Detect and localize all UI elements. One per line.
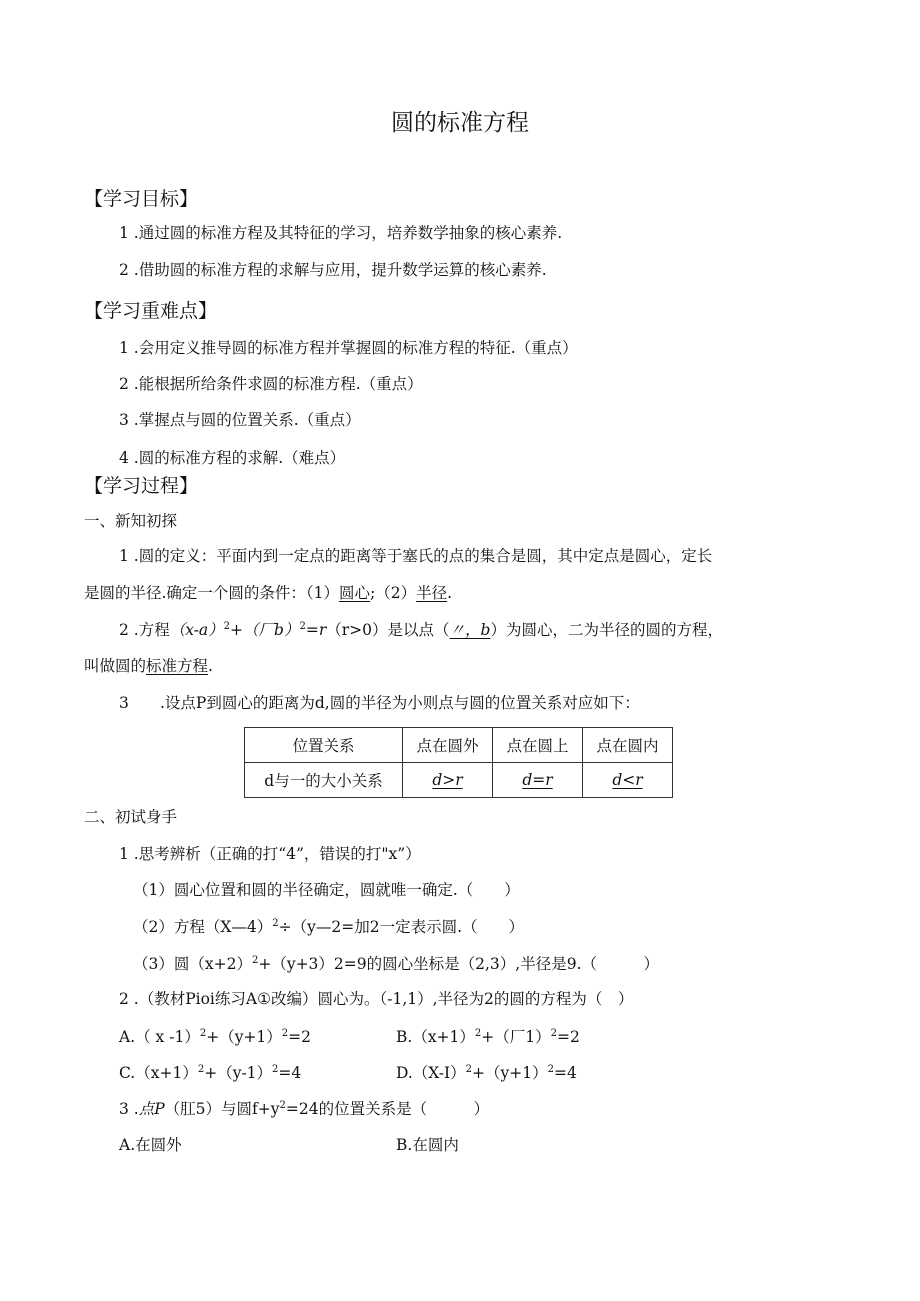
section-heading-key-points: 【学习重难点】 xyxy=(84,300,218,322)
objective-item: 2 .借助圆的标准方程的求解与应用，提升数学运算的核心素养. xyxy=(119,261,547,279)
page-title: 圆的标准方程 xyxy=(391,110,529,136)
subsection-heading-new-knowledge: 一、新知初探 xyxy=(84,512,178,530)
choice-option-d: $D.(X-I)^2+(y+1)^2=4$ xyxy=(396,1064,577,1082)
table-cell: 点在圆外 xyxy=(403,728,493,763)
choice-option-a: A.（ x $-1)^2+(y+1)^2=2$ xyxy=(119,1028,312,1046)
judgement-item: （2）方程（X—4）$^2$÷（y—2=加2一定表示圆.（ ） xyxy=(133,918,525,936)
item-number: 3 xyxy=(119,694,129,712)
key-point-item: 4 .圆的标准方程的求解.（难点） xyxy=(119,449,346,467)
position-relation-intro: .设点P到圆心的距离为d,圆的半径为小则点与圆的位置关系对应如下： xyxy=(160,694,640,712)
key-point-item: 2 .能根据所给条件求圆的标准方程.（重点） xyxy=(119,375,423,393)
blank-answer: 半径 xyxy=(416,584,448,602)
table-row xyxy=(245,763,673,798)
judgement-item: （3）圆$(x+2)^2+(y+3)2=9$的圆心坐标是（2,3）,半径是9.（ ） xyxy=(133,955,659,973)
question-stem: 3 .点P（肛5）与圆$f+y^2=24$的位置关系是（ ） xyxy=(119,1100,490,1118)
question-stem: 1 .思考辨析（正确的打“4”，错误的打"x”） xyxy=(119,845,421,863)
blank-answer: 标准方程 xyxy=(146,657,209,675)
objective-item: 1 .通过圆的标准方程及其特征的学习，培养数学抽象的核心素养. xyxy=(119,224,563,242)
table-cell: d与一的大小关系 xyxy=(245,763,403,798)
choice-option-c: $C.(x+1)^2+(y-1)^2=4$ xyxy=(119,1064,302,1082)
table-row xyxy=(245,728,673,763)
subsection-heading-try: 二、初试身手 xyxy=(84,808,178,826)
choice-option-a: A.在圆外 xyxy=(119,1136,182,1154)
table-cell: d<r xyxy=(583,763,673,798)
judgement-item: （1）圆心位置和圆的半径确定，圆就唯一确定.（ ） xyxy=(133,881,520,899)
choice-option-b: B.在圆内 xyxy=(396,1136,459,1154)
table-cell: 位置关系 xyxy=(245,728,403,763)
section-heading-process: 【学习过程】 xyxy=(84,475,199,497)
equation-line: 叫做圆的标准方程. xyxy=(84,657,213,675)
blank-answer: 〃，b xyxy=(449,621,491,639)
equation-line: 2 .方程$(x-a)^2+$（厂b）$^2$=r（r>0）是以点（〃，b）为圆心，二为半径的圆的方程， xyxy=(119,621,723,639)
position-relation-table xyxy=(244,727,673,798)
question-stem: 2 .（教材Pioi练习A①改编）圆心为。（-1,1）,半径为2的圆的方程为（ ） xyxy=(119,990,634,1008)
key-point-item: 1 .会用定义推导圆的标准方程并掌握圆的标准方程的特征.（重点） xyxy=(119,339,578,357)
blank-answer: 圆心 xyxy=(339,584,371,602)
table-cell: 点在圆内 xyxy=(583,728,673,763)
table-cell: d=r xyxy=(493,763,583,798)
table-cell: 点在圆上 xyxy=(493,728,583,763)
definition-line: 1 .圆的定义：平面内到一定点的距离等于塞氏的点的集合是圆，其中定点是圆心，定长 xyxy=(119,547,713,565)
table-cell: d>r xyxy=(403,763,493,798)
section-heading-objectives: 【学习目标】 xyxy=(84,188,199,210)
definition-line: 是圆的半径.确定一个圆的条件：（1）圆心;（2）半径. xyxy=(84,584,453,602)
key-point-item: 3 .掌握点与圆的位置关系.（重点） xyxy=(119,411,361,429)
choice-option-b: $B.(x+1)^2+$（厂1）$^2$=2 xyxy=(396,1028,580,1046)
